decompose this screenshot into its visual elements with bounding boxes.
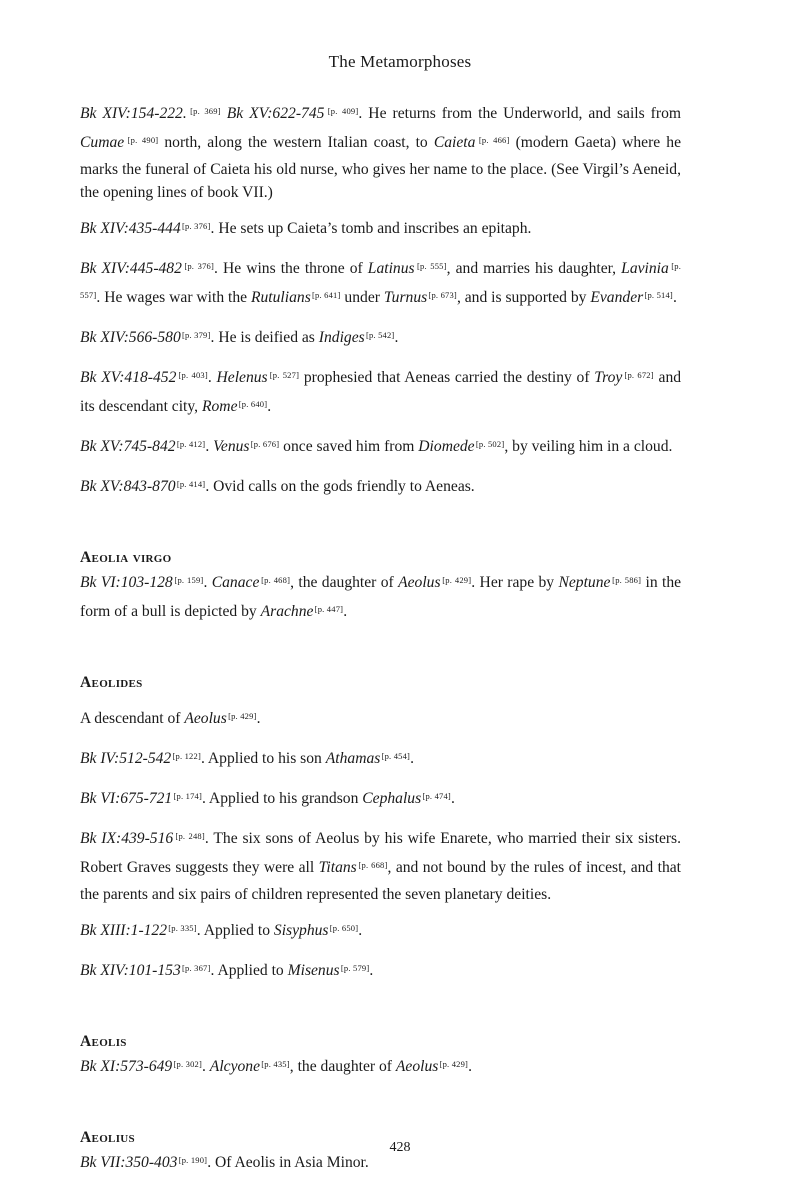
page-reference: [p. 409] [327,106,359,116]
page-reference: [p. 454] [381,751,411,761]
cross-reference: Misenus [287,962,340,979]
entry-paragraph [80,255,681,313]
paragraph-text: . Ovid calls on the gods friendly to Aeneas. [205,478,475,495]
cross-reference: Venus [213,438,250,455]
cross-reference: Latinus [367,260,415,277]
paragraph-text: . [410,750,414,767]
paragraph-text: , the daughter of [290,574,399,591]
book-reference: Bk XV:843-870 [80,478,176,495]
cross-reference: Caieta [433,134,476,151]
paragraph-text: . He wages war with the [96,289,251,306]
cross-reference: Neptune [558,574,611,591]
paragraph-text: . [203,574,212,591]
paragraph-text: . Of Aeolis in Asia Minor. [207,1154,369,1171]
paragraph-text: prophesied that Aeneas carried the destiny of [299,369,595,386]
entry-paragraph [80,745,681,774]
page-reference: [p. 672] [624,370,654,380]
paragraph-text: . [343,603,348,620]
page-reference: [p. 502] [475,439,505,449]
paragraph-text: . [672,289,677,306]
entry-paragraph [80,569,681,627]
paragraph-text: . He is deified as [210,329,319,346]
page-reference: [p. 673] [428,290,457,300]
paragraph-text: . [394,329,399,346]
paragraph-text: . Applied to [210,962,288,979]
cross-reference: Arachne [260,603,314,620]
paragraph-text: (modern Gaeta) where he marks the funeral of Caieta his old nurse, who gives her name to the place. (See Virgil’s Aeneid, the opening lines of book VII.) [80,134,682,201]
book-reference: Bk XIV:566-580 [80,329,181,346]
cross-reference: Rutulians [250,289,311,306]
cross-reference: Cephalus [362,790,422,807]
paragraph-text: , the daughter of [289,1058,396,1075]
cross-reference: Diomede [418,438,475,455]
page-reference: [p. 668] [358,860,388,870]
cross-reference: Evander [590,289,644,306]
book-reference: Bk XIV:101-153 [80,962,181,979]
paragraph-text: , and marries his daughter, [446,260,622,277]
book-reference: Bk XIII:1-122 [80,922,168,939]
page-reference: [p. 190] [178,1155,208,1165]
paragraph-text: . He wins the throne of [214,260,368,277]
paragraph-text: . He sets up Caieta’s tomb and inscribes an epitaph. [210,220,532,237]
page-reference: [p. 514] [644,290,673,300]
paragraph-text: . He returns from the Underworld, and sails from [358,105,681,122]
page-reference: [p. 159] [174,575,204,585]
book-reference: Bk XV:745-842 [80,438,176,455]
page-reference: [p. 369] [190,106,221,116]
page-reference: [p. 640] [238,399,268,409]
cross-reference: Athamas [325,750,381,767]
paragraph-text: . [358,922,363,939]
entry-paragraph [80,1053,681,1082]
paragraph-text: . [450,790,455,807]
running-head: The Metamorphoses [328,52,472,71]
cross-reference: Titans [318,859,357,876]
paragraph-text: north, along the western Italian coast, to [158,134,434,151]
page-reference: [p. 302] [173,1059,202,1069]
paragraph-text: . [267,398,272,415]
page-reference: [p. 429] [228,711,257,721]
paragraph-text: . [202,1058,210,1075]
cross-reference: Indiges [318,329,365,346]
page-reference: [p. 466] [478,135,510,145]
entry-heading: Aeolia virgo [80,549,172,566]
page-reference: [p. 579] [340,963,370,973]
cross-reference: Aeolus [398,574,441,591]
cross-reference: Alcyone [209,1058,261,1075]
page-reference: [p. 555] [416,261,447,271]
paragraph-text: . [468,1058,472,1075]
page-reference: [p. 429] [439,1059,469,1069]
paragraph-text: . The six sons of Aeolus by his wife Enarete, who married their six sisters. Robert Graves suggests they were all [80,830,682,876]
page-reference: [p. 122] [172,751,201,761]
book-reference: Bk VI:103-128 [80,574,173,591]
page-reference: [p. 527] [269,370,300,380]
page-body [80,100,681,1189]
page-reference: [p. 468] [261,575,291,585]
page-reference: [p. 414] [176,479,206,489]
book-reference: Bk IV:512-542 [80,750,172,767]
paragraph-text: . Applied to his son [200,750,326,767]
page-reference: [p. 174] [173,791,202,801]
cross-reference: Canace [211,574,260,591]
page-reference: [p. 367] [182,963,211,973]
cross-reference: Helenus [216,369,268,386]
paragraph-text: once saved him from [279,438,419,455]
cross-reference: Rome [201,398,238,415]
paragraph-text: under [340,289,384,306]
book-reference: Bk XV:418-452 [80,369,177,386]
page-reference: [p. 376] [182,221,211,231]
page-reference: [p. 376] [184,261,214,271]
paragraph-text: . [369,962,374,979]
entry-paragraph [80,705,681,734]
page-reference: [p. 379] [182,330,211,340]
entry-paragraph [80,433,681,462]
paragraph-text: . Applied to his grandson [202,790,363,807]
entry-paragraph [80,473,681,502]
page-reference: [p. 650] [329,923,359,933]
paragraph-text: . [207,369,217,386]
book-reference: Bk XV:622-745 [226,105,325,122]
cross-reference: Aeolus [395,1058,439,1075]
entry-paragraph [80,785,681,814]
entry-heading: Aeolis [80,1033,127,1050]
page-number: 428 [389,1140,411,1155]
page-reference: [p. 412] [176,439,206,449]
cross-reference: Sisyphus [273,922,329,939]
entry-paragraph [80,364,681,422]
book-reference: Bk IX:439-516 [80,830,174,847]
book-reference: Bk XIV:435-444 [80,220,181,237]
paragraph-text: , and not bound by the rules of incest, and that the parents and six pairs of children represented the seven planetary deities. [80,859,681,903]
page-reference: [p. 474] [422,791,451,801]
book-reference: Bk XIV:445-482 [80,260,182,277]
entry-paragraph [80,324,681,353]
page-reference: [p. 429] [442,575,472,585]
paragraph-text: , and is supported by [456,289,591,306]
page-reference: [p. 447] [314,604,344,614]
paragraph-text: . [256,710,261,727]
book-reference: Bk XI:573-649 [80,1058,173,1075]
paragraph-text: . [205,438,214,455]
entry-paragraph [80,917,681,946]
paragraph-text: . Applied to [196,922,274,939]
entry-paragraph [80,957,681,986]
page-reference: [p. 403] [178,370,208,380]
entry-heading: Aeolides [80,674,143,691]
paragraph-text: . Her rape by [471,574,559,591]
page-reference: [p. 435] [261,1059,290,1069]
page-reference: [p. 490] [127,135,159,145]
paragraph-text: , by veiling him in a cloud. [504,438,673,455]
page-reference: [p. 557] [80,261,682,300]
cross-reference: Lavinia [621,260,669,277]
book-reference: Bk VI:675-721 [80,790,173,807]
page-reference: [p. 586] [612,575,642,585]
cross-reference: Aeolus [184,710,227,727]
entry-paragraph [80,100,681,204]
page-reference: [p. 641] [312,290,341,300]
page-reference: [p. 248] [175,831,205,841]
paragraph-text: and its descendant city, [80,369,682,415]
paragraph-text: in the form of a bull is depicted by [80,574,682,620]
paragraph-text: A descendant of [80,710,185,727]
cross-reference: Turnus [383,289,428,306]
page-reference: [p. 542] [365,330,395,340]
cross-reference: Cumae [80,134,125,151]
page-reference: [p. 676] [250,439,280,449]
page-reference: [p. 335] [168,923,197,933]
entry-heading: Aeolius [80,1129,135,1146]
entry-paragraph [80,825,681,906]
cross-reference: Troy [594,369,623,386]
book-reference: Bk XIV:154-222. [80,105,187,122]
entry-paragraph [80,215,681,244]
book-reference: Bk VII:350-403 [80,1154,178,1171]
